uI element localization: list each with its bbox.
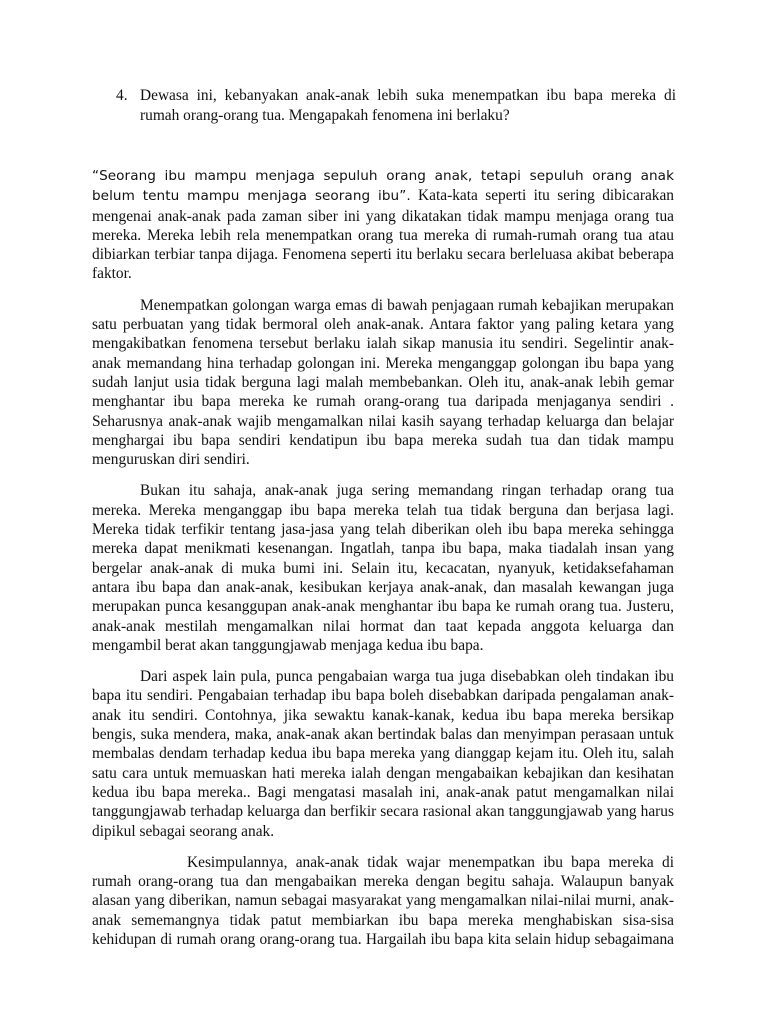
intro-text: Kata-kata seperti itu sering dibicarakan mengenai anak-anak pada zaman siber ini yang dikatakan tidak mampu menjaga orang tua mereka. Mereka lebih rela menempatkan orang tua mereka di rumah-rumah orang tua atau dibiarkan terbiar tanpa dijaga. Fenomena seperti itu berlaku secara berleluasa akibat beberapa faktor. <box>92 187 674 283</box>
paragraph-attitude: Menempatkan golongan warga emas di bawah penjagaan rumah kebajikan merupakan satu perbuatan yang tidak bermoral oleh anak-anak. Antara faktor yang paling ketara yang mengakibatkan fenomena tersebut berlaku ialah sikap manusia itu sendiri. Segelintir anak-anak memandang hina terhadap golongan ini. Mereka menganggap golongan ibu bapa yang sudah lanjut usia tidak berguna lagi malah membebankan. Oleh itu, anak-anak lebih gemar menghantar ibu bapa mereka ke rumah orang-orang tua daripada menjaganya sendiri . Seharusnya anak-anak wajib mengamalkan nilai kasih sayang terhadap keluarga dan belajar menghargai ibu bapa sendiri kendatipun ibu bapa mereka sudah tua dan tidak mampu menguruskan diri sendiri. <box>92 296 674 469</box>
question-text: Dewasa ini, kebanyakan anak-anak lebih suka menempatkan ibu bapa mereka di rumah orang-orang tua. Mengapakah fenomena ini berlaku? <box>140 87 676 124</box>
question-number: 4. <box>116 87 128 104</box>
paragraph-conclusion: Kesimpulannya, anak-anak tidak wajar menempatkan ibu bapa mereka di rumah orang-orang tua dan mengabaikan mereka dengan begitu sahaja. Walaupun banyak alasan yang diberikan, namun sebagai masyarakat yang mengamalkan nilai-nilai murni, anak-anak sememangnya tidak patut membiarkan ibu bapa mereka menghabiskan sisa-sisa kehidupan di rumah orang orang-orang tua. Hargailah ibu bapa kita selain hidup sebagaimana <box>92 853 674 948</box>
paragraph-disregard: Bukan itu sahaja, anak-anak juga sering memandang ringan terhadap orang tua mereka. Mereka menganggap ibu bapa mereka telah tua tidak berguna dan berjasa lagi. Mereka tidak terfikir tentang jasa-jasa yang telah diberikan oleh ibu bapa mereka sehingga mereka dapat menikmati kesenangan. Ingatlah, tanpa ibu bapa, maka tiadalah insan yang bergelar anak-anak di muka bumi ini. Selain itu, kecacatan, nyanyuk, ketidaksefahaman antara ibu bapa dan anak-anak, kesibukan kerjaya anak-anak, dan masalah kewangan juga merupakan punca kesanggupan anak-anak menghantar ibu bapa ke rumah orang tua. Justeru, anak-anak mestilah mengamalkan nilai hormat dan taat kepada anggota keluarga dan mengambil berat akan tanggungjawab menjaga kedua ibu bapa. <box>92 482 674 654</box>
question-item <box>116 86 676 126</box>
essay-body <box>92 166 674 961</box>
paragraph-parents-actions: Dari aspek lain pula, punca pengabaian warga tua juga disebabkan oleh tindakan ibu bapa itu sendiri. Pengabaian terhadap ibu bapa boleh disebabkan daripada pengalaman anak-anak itu sendiri. Contohnya, jika sewaktu kanak-kanak, kedua ibu bapa mereka bersikap bengis, suka mendera, maka, anak-anak akan bertindak balas dan menyimpan perasaan untuk membalas dendam terhadap kedua ibu bapa mereka yang dianggap kejam itu. Oleh itu, salah satu cara untuk memuaskan hati mereka ialah dengan mengabaikan kebajikan dan kesihatan kedua ibu bapa mereka.. Bagi mengatasi masalah ini, anak-anak patut mengamalkan nilai tanggungjawab terhadap keluarga dan berfikir secara rasional akan tanggungjawab yang harus dipikul sebagai seorang anak. <box>92 668 674 840</box>
intro-paragraph <box>92 166 674 284</box>
opening-quote: “Seorang ibu mampu menjaga sepuluh orang anak, tetapi sepuluh orang anak belum tentu mampu menjaga seorang ibu”. <box>92 168 674 205</box>
